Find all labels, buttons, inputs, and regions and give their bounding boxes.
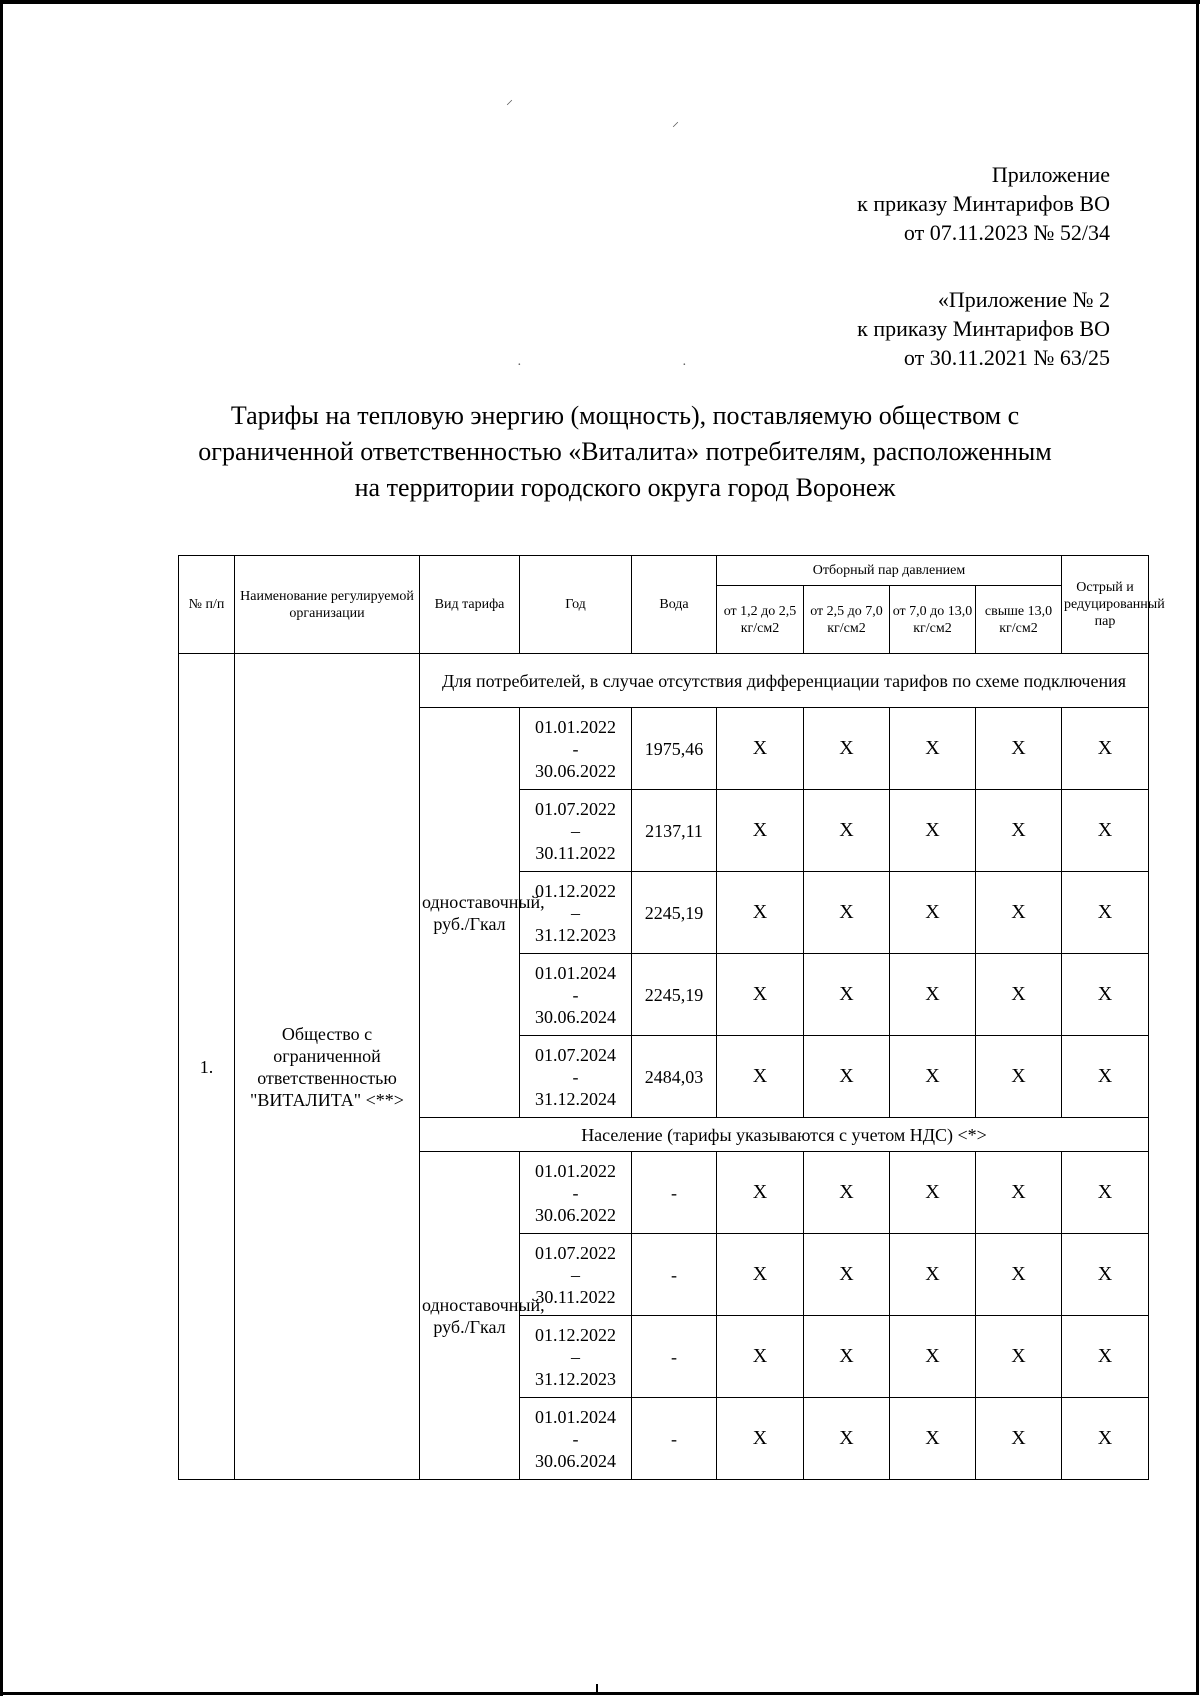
not-applicable-mark: X: [717, 1234, 804, 1316]
appendix-2-order-date: от 30.11.2021 № 63/25: [903, 345, 1110, 370]
appendix-2-order-ref: к приказу Минтарифов ВО: [857, 316, 1110, 341]
water-value: 1975,46: [632, 708, 717, 790]
period-cell: [520, 1234, 632, 1316]
section-title: Для потребителей, в случае отсутствия дифференциации тарифов по схеме подключения: [420, 654, 1149, 708]
water-value: -: [632, 1152, 717, 1234]
water-value: -: [632, 1316, 717, 1398]
not-applicable-mark: X: [976, 1234, 1062, 1316]
period-start: 01.07.2024: [535, 1044, 616, 1065]
title-line: ограниченной ответственностью «Виталита» потребителям, расположенным: [198, 437, 1052, 466]
period-sep: -: [572, 984, 579, 1005]
header-org: Наименование регулируемой организации: [235, 556, 420, 654]
header-steam-1: от 1,2 до 2,5 кг/см2: [717, 586, 804, 654]
period-sep: -: [572, 1066, 579, 1087]
not-applicable-mark: X: [717, 1398, 804, 1480]
not-applicable-mark: X: [1062, 872, 1149, 954]
header-num: № п/п: [179, 556, 235, 654]
header-steam-4: свыше 13,0 кг/см2: [976, 586, 1062, 654]
period-end: 30.11.2022: [535, 1286, 616, 1307]
header-tariff-type: Вид тарифа: [420, 556, 520, 654]
appendix-label: Приложение: [991, 162, 1110, 187]
not-applicable-mark: X: [804, 790, 890, 872]
not-applicable-mark: X: [717, 1036, 804, 1118]
not-applicable-mark: X: [804, 1152, 890, 1234]
period-cell: [520, 708, 632, 790]
appendix-order-date: от 07.11.2023 № 52/34: [903, 220, 1110, 245]
period-sep: –: [571, 1264, 580, 1285]
period-end: 31.12.2024: [535, 1088, 616, 1109]
period-cell: [520, 954, 632, 1036]
appendix-header: [857, 160, 1110, 247]
period-end: 30.06.2024: [535, 1450, 616, 1471]
row-number: 1.: [179, 654, 235, 1480]
not-applicable-mark: X: [717, 954, 804, 1036]
period-sep: –: [571, 902, 580, 923]
scan-speck: ·: [682, 358, 687, 373]
not-applicable-mark: X: [976, 1036, 1062, 1118]
not-applicable-mark: X: [717, 1316, 804, 1398]
period-start: 01.07.2022: [535, 798, 616, 819]
scan-mark: [596, 1684, 598, 1692]
appendix-2-header: [857, 285, 1110, 372]
scan-speck: ·: [517, 358, 522, 373]
not-applicable-mark: X: [890, 1316, 976, 1398]
scan-speck: ⸝: [506, 93, 513, 108]
period-sep: -: [572, 1182, 579, 1203]
not-applicable-mark: X: [890, 1234, 976, 1316]
title-line: Тарифы на тепловую энергию (мощность), поставляемую обществом с: [230, 401, 1020, 430]
period-cell: [520, 1316, 632, 1398]
header-year: Год: [520, 556, 632, 654]
period-cell: [520, 1398, 632, 1480]
period-end: 30.06.2022: [535, 1204, 616, 1225]
water-value: 2245,19: [632, 872, 717, 954]
not-applicable-mark: X: [976, 872, 1062, 954]
water-value: 2137,11: [632, 790, 717, 872]
period-cell: [520, 872, 632, 954]
not-applicable-mark: X: [804, 1036, 890, 1118]
not-applicable-mark: X: [717, 790, 804, 872]
period-start: 01.07.2022: [535, 1242, 616, 1263]
water-value: -: [632, 1234, 717, 1316]
not-applicable-mark: X: [804, 1234, 890, 1316]
not-applicable-mark: X: [804, 1316, 890, 1398]
water-value: -: [632, 1398, 717, 1480]
period-start: 01.01.2024: [535, 1406, 616, 1427]
period-end: 31.12.2023: [535, 924, 616, 945]
not-applicable-mark: X: [804, 954, 890, 1036]
not-applicable-mark: X: [1062, 708, 1149, 790]
not-applicable-mark: X: [890, 1398, 976, 1480]
period-cell: [520, 1036, 632, 1118]
not-applicable-mark: X: [1062, 1152, 1149, 1234]
not-applicable-mark: X: [717, 708, 804, 790]
not-applicable-mark: X: [1062, 1398, 1149, 1480]
not-applicable-mark: X: [976, 1398, 1062, 1480]
appendix-order-ref: к приказу Минтарифов ВО: [857, 191, 1110, 216]
not-applicable-mark: X: [804, 1398, 890, 1480]
not-applicable-mark: X: [890, 708, 976, 790]
not-applicable-mark: X: [1062, 1316, 1149, 1398]
period-start: 01.12.2022: [535, 880, 616, 901]
water-value: 2245,19: [632, 954, 717, 1036]
header-water: Вода: [632, 556, 717, 654]
appendix-2-label: «Приложение № 2: [937, 287, 1110, 312]
header-steam-3: от 7,0 до 13,0 кг/см2: [890, 586, 976, 654]
period-start: 01.12.2022: [535, 1324, 616, 1345]
not-applicable-mark: X: [976, 1316, 1062, 1398]
tariff-table: [178, 555, 1165, 1480]
not-applicable-mark: X: [717, 1152, 804, 1234]
not-applicable-mark: X: [1062, 790, 1149, 872]
not-applicable-mark: X: [1062, 954, 1149, 1036]
period-end: 30.06.2024: [535, 1006, 616, 1027]
period-sep: –: [571, 1346, 580, 1367]
not-applicable-mark: X: [1062, 1036, 1149, 1118]
period-end: 31.12.2023: [535, 1368, 616, 1389]
not-applicable-mark: X: [890, 790, 976, 872]
period-start: 01.01.2024: [535, 962, 616, 983]
not-applicable-mark: X: [717, 872, 804, 954]
period-start: 01.01.2022: [535, 1160, 616, 1181]
header-steam-2: от 2,5 до 7,0 кг/см2: [804, 586, 890, 654]
tariff-type: одноставочный, руб./Гкал: [420, 1152, 520, 1480]
period-end: 30.06.2022: [535, 760, 616, 781]
water-value: 2484,03: [632, 1036, 717, 1118]
period-cell: [520, 1152, 632, 1234]
not-applicable-mark: X: [804, 872, 890, 954]
not-applicable-mark: X: [890, 872, 976, 954]
period-sep: -: [572, 1428, 579, 1449]
period-sep: -: [572, 738, 579, 759]
header-steam-group: Отборный пар давлением: [717, 556, 1062, 586]
not-applicable-mark: X: [976, 954, 1062, 1036]
not-applicable-mark: X: [890, 954, 976, 1036]
document-title: [160, 398, 1090, 506]
period-sep: –: [571, 820, 580, 841]
organization-name: Общество с ограниченной ответственностью "ВИТАЛИТА" <**>: [235, 654, 420, 1480]
section-title: Население (тарифы указываются с учетом НДС) <*>: [420, 1118, 1149, 1152]
not-applicable-mark: X: [976, 708, 1062, 790]
not-applicable-mark: X: [890, 1152, 976, 1234]
not-applicable-mark: X: [976, 1152, 1062, 1234]
not-applicable-mark: X: [1062, 1234, 1149, 1316]
header-sharp-steam: Острый и редуцированный пар: [1062, 556, 1149, 654]
period-start: 01.01.2022: [535, 716, 616, 737]
not-applicable-mark: X: [976, 790, 1062, 872]
not-applicable-mark: X: [804, 708, 890, 790]
tariff-type: одноставочный, руб./Гкал: [420, 708, 520, 1118]
scan-speck: ⸝: [672, 115, 679, 130]
period-cell: [520, 790, 632, 872]
not-applicable-mark: X: [890, 1036, 976, 1118]
title-line: на территории городского округа город Воронеж: [354, 473, 896, 502]
period-end: 30.11.2022: [535, 842, 616, 863]
